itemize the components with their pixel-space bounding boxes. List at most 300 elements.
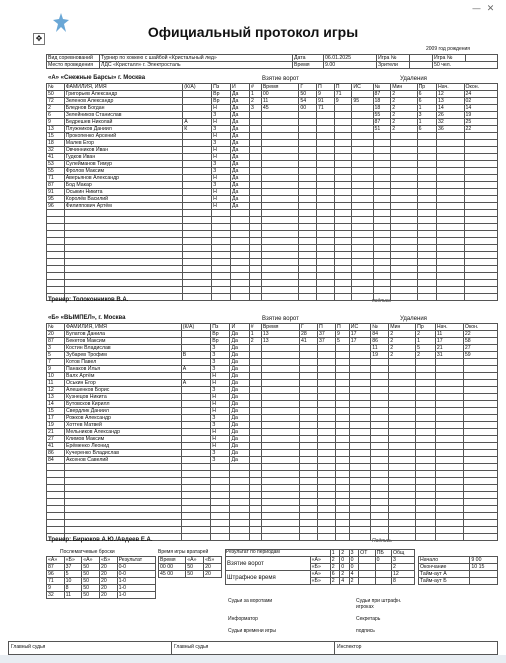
- goalie-cell: «А»: [186, 557, 204, 564]
- player-position: [212, 252, 231, 259]
- goal-cell: [299, 287, 317, 294]
- goal-cell: 17: [349, 331, 371, 338]
- penalty-cell: [416, 485, 436, 492]
- penalty-cell: 19: [371, 352, 389, 359]
- goal-cell: [300, 429, 318, 436]
- penalty-cell: [417, 147, 436, 154]
- goals-b-p1: 2: [330, 564, 339, 571]
- goal-cell: [300, 485, 318, 492]
- player-name: [64, 273, 183, 280]
- goal-cell: [300, 380, 318, 387]
- goal-cell: [349, 345, 371, 352]
- player-role: [181, 359, 211, 366]
- goal-cell: [352, 182, 373, 189]
- player-name: [65, 520, 182, 527]
- goal-cell: [336, 485, 350, 492]
- penalty-cell: [416, 380, 436, 387]
- player-plays: [231, 287, 250, 294]
- player-number: 20: [47, 331, 65, 338]
- goal-cell: [299, 266, 317, 273]
- goal-cell: [349, 485, 371, 492]
- goal-cell: [261, 196, 298, 203]
- player-role: [181, 464, 211, 471]
- goal-cell: [299, 259, 317, 266]
- team-a-table-row: [47, 252, 498, 259]
- goal-cell: [299, 175, 317, 182]
- goal-cell: [300, 534, 318, 541]
- goal-cell: [336, 436, 350, 443]
- goal-cell: [349, 499, 371, 506]
- goal-cell: [300, 443, 318, 450]
- goal-cell: [352, 140, 373, 147]
- player-position: Н: [212, 133, 231, 140]
- team-b-table-row: [47, 394, 498, 401]
- goal-cell: [261, 443, 299, 450]
- penalty-cell: [416, 373, 436, 380]
- goal-cell: [352, 294, 373, 301]
- penalty-cell: [464, 168, 497, 175]
- goal-cell: [249, 224, 261, 231]
- player-role: [183, 140, 212, 147]
- player-number: 3: [47, 345, 65, 352]
- shots-cell: «А»: [47, 557, 65, 564]
- goal-cell: [261, 287, 298, 294]
- goal-cell: [249, 415, 261, 422]
- player-name: Аксенов Савелий: [65, 457, 182, 464]
- penalty-cell: [436, 203, 464, 210]
- goal-cell: [300, 352, 318, 359]
- penalty-cell: [389, 443, 416, 450]
- move-handle-icon[interactable]: ✥: [33, 33, 45, 45]
- penalty-cell: [417, 133, 436, 140]
- goal-cell: [317, 168, 335, 175]
- goal-cell: [334, 217, 352, 224]
- penalty-cell: [463, 513, 497, 520]
- team-b-table-row: [47, 436, 498, 443]
- player-position: Н: [212, 147, 231, 154]
- pim-a-total: 12: [391, 571, 414, 578]
- player-number: [47, 245, 65, 252]
- shots-cell: 8: [64, 585, 82, 592]
- team-a-col-header: №: [47, 84, 65, 91]
- penalty-cell: [464, 259, 497, 266]
- penalty-cell: [417, 287, 436, 294]
- goal-cell: [261, 366, 299, 373]
- penalty-cell: [464, 245, 497, 252]
- player-number: [47, 266, 65, 273]
- goal-cell: [261, 471, 299, 478]
- team-b-col-header: П: [318, 324, 336, 331]
- goal-cell: [249, 217, 261, 224]
- player-position: Вр: [211, 331, 230, 338]
- penalty-cell: [417, 280, 436, 287]
- goal-cell: [249, 394, 261, 401]
- player-position: [212, 245, 231, 252]
- player-position: З: [211, 422, 230, 429]
- game-no-label: Игра №: [377, 55, 410, 62]
- team-a-table-row: [47, 196, 498, 203]
- penalty-cell: [436, 133, 464, 140]
- goal-cell: [249, 527, 261, 534]
- penalty-cell: [463, 401, 497, 408]
- goal-cell: [352, 133, 373, 140]
- player-name: Панаков Илья: [65, 366, 182, 373]
- penalty-cell: 2: [389, 338, 416, 345]
- player-plays: [230, 513, 249, 520]
- player-name: [65, 527, 182, 534]
- player-position: [211, 485, 230, 492]
- penalty-cell: [463, 450, 497, 457]
- player-role: [183, 168, 212, 175]
- goal-cell: 37: [318, 331, 336, 338]
- period-1: 1: [330, 550, 339, 557]
- penalty-cell: [435, 464, 463, 471]
- penalty-cell: 11: [371, 345, 389, 352]
- pim-b-p3: 2: [349, 578, 358, 585]
- goal-cell: 9: [336, 331, 350, 338]
- player-role: А: [183, 119, 212, 126]
- goalie-row: [159, 557, 222, 564]
- goal-cell: [300, 387, 318, 394]
- team-b-col-header: (К/А): [181, 324, 211, 331]
- penalty-cell: [436, 217, 464, 224]
- goal-cell: [352, 161, 373, 168]
- team-a-table-row: [47, 168, 498, 175]
- penalty-cell: [463, 408, 497, 415]
- goal-cell: [300, 359, 318, 366]
- penalty-cell: 87: [373, 119, 391, 126]
- penalty-cell: [463, 422, 497, 429]
- info-table: [46, 54, 498, 69]
- player-role: [183, 147, 212, 154]
- team-a-table-row: [47, 287, 498, 294]
- team-a-col-header: Окон.: [464, 84, 497, 91]
- penalty-cell: [391, 210, 417, 217]
- goal-cell: [334, 203, 352, 210]
- player-name: Кучеренко Владислав: [65, 450, 182, 457]
- goal-cell: [349, 394, 371, 401]
- goal-cell: [249, 478, 261, 485]
- penalty-cell: [464, 147, 497, 154]
- penalty-cell: [435, 534, 463, 541]
- goal-cell: [336, 415, 350, 422]
- goal-cell: [261, 485, 299, 492]
- penalty-cell: 2: [391, 105, 417, 112]
- penalty-cell: [389, 387, 416, 394]
- player-role: [181, 387, 211, 394]
- goal-cell: [249, 231, 261, 238]
- penalty-cell: [391, 175, 417, 182]
- shots-label: Послематчевые броски: [60, 549, 115, 555]
- penalty-cell: [463, 359, 497, 366]
- player-name: Хоттев Матвей: [65, 422, 182, 429]
- penalty-cell: [373, 168, 391, 175]
- shots-cell: 71: [47, 578, 65, 585]
- player-name: Котов Павел: [65, 359, 182, 366]
- goal-cell: [249, 513, 261, 520]
- player-role: [183, 105, 212, 112]
- player-number: 50: [47, 91, 65, 98]
- goal-cell: [352, 203, 373, 210]
- goal-cell: [261, 280, 298, 287]
- goal-cell: [300, 492, 318, 499]
- penalty-cell: [391, 161, 417, 168]
- player-position: [211, 499, 230, 506]
- goal-cell: [318, 443, 336, 450]
- penalty-cell: [391, 294, 417, 301]
- team-a-col-header: #: [249, 84, 261, 91]
- team-a-table-row: [47, 119, 498, 126]
- penalty-cell: [371, 436, 389, 443]
- player-role: [181, 471, 211, 478]
- goal-cell: [318, 401, 336, 408]
- goalie-cell: 00 00: [159, 564, 186, 571]
- team-b-col-header: №: [47, 324, 65, 331]
- goal-cell: [349, 534, 371, 541]
- team-b-sign-label: Подпись: [372, 538, 392, 544]
- goal-cell: [249, 175, 261, 182]
- penalty-cell: [464, 280, 497, 287]
- team-a-table-row: [47, 259, 498, 266]
- shots-row: [47, 578, 156, 585]
- goal-cell: [352, 266, 373, 273]
- pim-b-p1: 2: [330, 578, 339, 585]
- goal-cell: [317, 245, 335, 252]
- goal-cell: [352, 273, 373, 280]
- goal-cell: [317, 154, 335, 161]
- penalty-cell: [391, 245, 417, 252]
- player-position: Н: [211, 380, 230, 387]
- penalty-cell: [416, 401, 436, 408]
- start-label: Начало: [419, 557, 470, 564]
- penalty-cell: [417, 294, 436, 301]
- penalty-cell: [463, 387, 497, 394]
- penalty-cell: [373, 203, 391, 210]
- player-plays: Да: [230, 352, 249, 359]
- goal-cell: [349, 401, 371, 408]
- team-b-table-row: [47, 443, 498, 450]
- player-role: [183, 266, 212, 273]
- player-name: Прокопенко Арсений: [64, 133, 183, 140]
- player-plays: Да: [230, 443, 249, 450]
- goal-cell: [261, 119, 298, 126]
- team-b-table-row: [47, 366, 498, 373]
- player-name: [65, 485, 182, 492]
- player-plays: [231, 259, 250, 266]
- penalty-cell: [417, 273, 436, 280]
- close-icon[interactable]: ✕: [486, 3, 495, 14]
- goal-cell: [352, 119, 373, 126]
- competition-value: Турнир по хоккею с шайбой «Кристальный лед»: [100, 55, 293, 62]
- penalty-cell: [391, 196, 417, 203]
- penalty-cell: [416, 415, 436, 422]
- player-number: 15: [47, 133, 65, 140]
- player-role: [183, 224, 212, 231]
- pim-label: Штрафное время: [226, 571, 311, 585]
- penalty-cell: [373, 154, 391, 161]
- penalty-cell: 2: [391, 98, 417, 105]
- penalty-cell: [371, 408, 389, 415]
- penalty-cell: [435, 506, 463, 513]
- team-a-table-row: [47, 154, 498, 161]
- goal-cell: [334, 210, 352, 217]
- player-plays: [231, 231, 250, 238]
- team-a-table-row: [47, 91, 498, 98]
- player-name: Ерёменко Леонид: [65, 443, 182, 450]
- goal-cell: [317, 294, 335, 301]
- goal-cell: [334, 189, 352, 196]
- player-role: [183, 217, 212, 224]
- goal-cell: [336, 513, 350, 520]
- player-plays: Да: [230, 401, 249, 408]
- team-a-table-row: [47, 133, 498, 140]
- goal-cell: [352, 196, 373, 203]
- goal-cell: [299, 231, 317, 238]
- goal-cell: [334, 161, 352, 168]
- goal-cell: [249, 294, 261, 301]
- goal-cell: [299, 189, 317, 196]
- player-position: Вр: [211, 338, 230, 345]
- penalty-cell: [463, 366, 497, 373]
- player-name: Рожков Александр: [65, 415, 182, 422]
- spectators-label: Зрители: [377, 62, 410, 69]
- penalty-cell: [371, 429, 389, 436]
- player-role: [181, 443, 211, 450]
- penalty-cell: [416, 422, 436, 429]
- goal-cell: [317, 280, 335, 287]
- goal-cell: [261, 422, 299, 429]
- goal-cell: [349, 415, 371, 422]
- player-number: 5: [47, 352, 65, 359]
- team-b-table-row: [47, 478, 498, 485]
- goal-cell: [352, 224, 373, 231]
- goal-cell: 95: [352, 98, 373, 105]
- goal-cell: [261, 238, 298, 245]
- sign-label: подпись: [356, 628, 375, 634]
- goal-cell: [318, 457, 336, 464]
- penalty-cell: [464, 133, 497, 140]
- team-a-table-row: [47, 105, 498, 112]
- goal-cell: [299, 196, 317, 203]
- penalty-cell: [436, 182, 464, 189]
- team-b-table-row: [47, 471, 498, 478]
- penalty-cell: [389, 366, 416, 373]
- penalty-cell: 1: [417, 105, 436, 112]
- goal-cell: [300, 527, 318, 534]
- penalty-cell: [417, 189, 436, 196]
- player-name: [65, 464, 182, 471]
- penalty-cell: [463, 534, 497, 541]
- penalty-cell: [417, 245, 436, 252]
- goal-cell: [317, 182, 335, 189]
- goal-cell: [317, 266, 335, 273]
- goal-cell: [261, 140, 298, 147]
- player-role: [183, 294, 212, 301]
- goal-cell: [261, 168, 298, 175]
- birth-year-note: 2009 год рождения: [425, 46, 470, 52]
- player-position: З: [212, 182, 231, 189]
- penalty-cell: [463, 492, 497, 499]
- player-plays: Да: [230, 457, 249, 464]
- team-b-table-row: [47, 506, 498, 513]
- team-a-col-header: Мин: [391, 84, 417, 91]
- goal-cell: [334, 280, 352, 287]
- goal-cell: [352, 154, 373, 161]
- penalty-cell: [436, 140, 464, 147]
- player-number: 12: [47, 387, 65, 394]
- goal-cell: [300, 457, 318, 464]
- team-b-col-header: Мин: [389, 324, 416, 331]
- team-a-table-row: [47, 147, 498, 154]
- penalty-cell: [464, 203, 497, 210]
- player-plays: Да: [231, 175, 250, 182]
- player-name: [65, 471, 182, 478]
- penalty-cell: [464, 196, 497, 203]
- team-b-goals-header: Взятие ворот: [262, 316, 299, 322]
- goal-cell: [336, 352, 350, 359]
- penalty-cell: [417, 238, 436, 245]
- team-a-table-row: [47, 175, 498, 182]
- goal-cell: [249, 147, 261, 154]
- player-position: Н: [211, 373, 230, 380]
- pim-a-ot: [359, 571, 375, 578]
- penalty-cell: [435, 394, 463, 401]
- goal-cell: [261, 478, 299, 485]
- goal-cell: [318, 534, 336, 541]
- penalty-cell: 58: [463, 338, 497, 345]
- penalty-cell: [464, 154, 497, 161]
- goal-cell: 00: [299, 105, 317, 112]
- goal-cell: [249, 168, 261, 175]
- penalty-cell: [391, 154, 417, 161]
- goal-cell: [318, 464, 336, 471]
- player-number: 95: [47, 196, 65, 203]
- penalty-cell: 25: [464, 119, 497, 126]
- penalty-cell: [464, 294, 497, 301]
- player-name: [64, 252, 183, 259]
- goal-cell: [352, 210, 373, 217]
- goal-cell: [317, 175, 335, 182]
- penalty-cell: 22: [463, 331, 497, 338]
- goal-cell: [249, 352, 261, 359]
- goal-cell: [317, 203, 335, 210]
- shots-cell: 20: [99, 592, 117, 599]
- goalie-cell: 45 00: [159, 571, 186, 578]
- penalty-cell: [416, 366, 436, 373]
- minimize-icon[interactable]: —: [472, 3, 481, 14]
- penalty-cell: 1: [417, 119, 436, 126]
- goal-cell: [299, 126, 317, 133]
- end-value: 10 15: [470, 564, 498, 571]
- team-a-col-header: Пр: [417, 84, 436, 91]
- player-name: Осыкин Никита: [64, 189, 183, 196]
- penalty-cell: [371, 373, 389, 380]
- team-a-col-header: ФАМИЛИЯ, ИМЯ: [64, 84, 183, 91]
- goal-cell: [318, 520, 336, 527]
- team-a-table-row: [47, 273, 498, 280]
- team-a-table-row: [47, 210, 498, 217]
- pim-a-p3: 4: [349, 571, 358, 578]
- penalty-cell: [373, 175, 391, 182]
- player-name: Мельников Александр: [65, 429, 182, 436]
- penalty-cell: [464, 189, 497, 196]
- goal-cell: [249, 210, 261, 217]
- penalty-cell: [464, 140, 497, 147]
- penalty-cell: 5: [416, 345, 436, 352]
- player-role: [181, 373, 211, 380]
- penalty-cell: [373, 273, 391, 280]
- shots-cell: 20: [99, 571, 117, 578]
